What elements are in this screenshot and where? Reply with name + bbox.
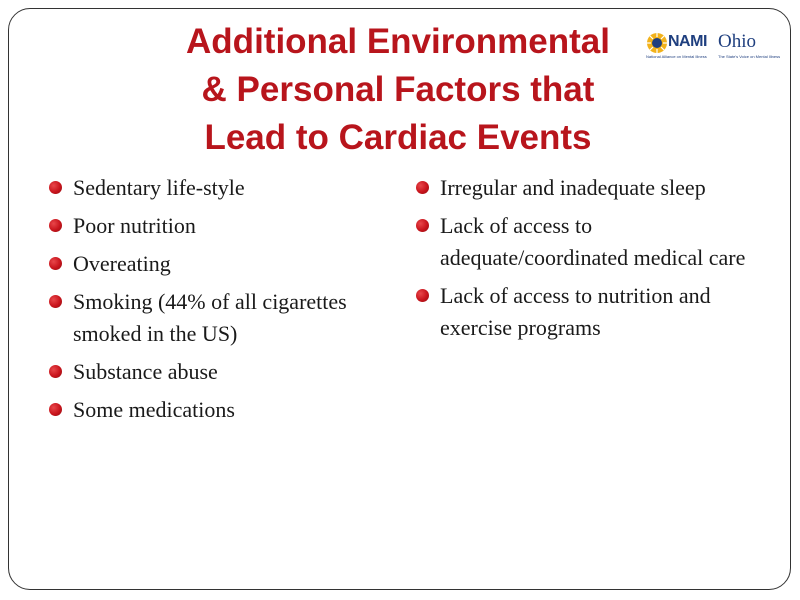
logo-subtitle-left: National Alliance on Mental Illness bbox=[646, 54, 707, 59]
bullet-item: Smoking (44% of all cigarettes smoked in the US) bbox=[48, 286, 398, 350]
bullet-item: Lack of access to adequate/coordinated medical care bbox=[415, 210, 755, 274]
right-bullet-list bbox=[415, 172, 755, 350]
bullet-item: Lack of access to nutrition and exercise programs bbox=[415, 280, 755, 344]
bullet-item: Some medications bbox=[48, 394, 398, 426]
logo-subtitle-right: The State's Voice on Mental Illness bbox=[718, 54, 781, 59]
title-line-3: Lead to Cardiac Events bbox=[204, 118, 592, 157]
bullet-item: Poor nutrition bbox=[48, 210, 398, 242]
bullet-item: Sedentary life-style bbox=[48, 172, 398, 204]
logo-ohio-text: Ohio bbox=[718, 31, 756, 52]
bullet-item: Substance abuse bbox=[48, 356, 398, 388]
sunburst-icon bbox=[646, 32, 668, 54]
title-line-1: Additional Environmental bbox=[186, 22, 610, 61]
left-bullet-list bbox=[48, 172, 398, 432]
bullet-item: Overeating bbox=[48, 248, 398, 280]
slide-title bbox=[80, 18, 716, 162]
logo-nami-text: NAMI bbox=[668, 33, 707, 50]
bullet-item: Irregular and inadequate sleep bbox=[415, 172, 755, 204]
title-line-2: & Personal Factors that bbox=[201, 70, 595, 109]
nami-ohio-logo bbox=[646, 30, 781, 62]
